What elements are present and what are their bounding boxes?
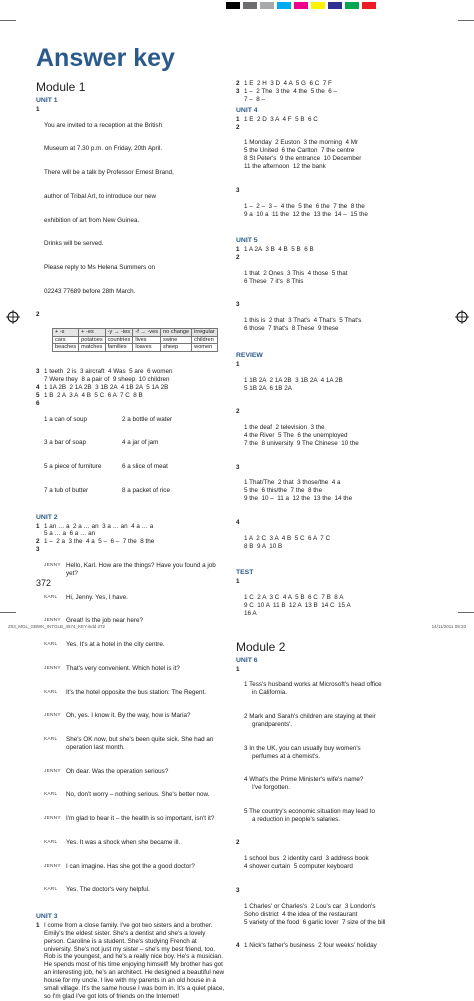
answer-line: 1 that 2 Ones 3 This 4 those 5 that <box>244 269 348 277</box>
answer-line: 5 1B 2A 6 1B 2A <box>244 384 292 392</box>
answer-item: 6 a slice of meat <box>122 463 168 471</box>
dialog-line: Oh dear. Was the operation serious? <box>66 767 169 775</box>
module-heading: Module 1 <box>36 80 86 94</box>
answer-item: 8 a packet of rice <box>122 486 170 494</box>
answer-line: 1 1B 2A 2 1A 2B 3 1B 2A 4 1A 2B <box>244 376 343 384</box>
dialog-line: Hello, Karl. How are the things? Have you found a job yet? <box>66 562 218 577</box>
unit-heading: UNIT 2 <box>36 513 58 521</box>
answer-line: 1 school bus 2 identity card 3 address book <box>244 855 369 863</box>
exercise-4: 4 1 1A 2B 2 1A 2B 3 1B 2A 4 1B 2A 5 1A 2B <box>36 384 169 392</box>
table-cell: matches <box>79 344 105 351</box>
answer-line: 6 those 7 that's 8 These 9 these <box>244 325 339 333</box>
table-header: + -es <box>79 329 105 336</box>
exercise-1: 1 1 E 2 D 3 A 4 F 5 B 6 C <box>236 115 318 123</box>
answer-line: perfumes at a chemist's. <box>252 752 321 760</box>
exercise-5: 5 1 B 2 A 3 A 4 B 5 C 6 A 7 C 8 B <box>36 392 143 400</box>
exercise-1: 1 I come from a close family. I've got two sisters and a brother. Emily's the eldest sister. She's a dentist and she's a lovely person. Caroline is a student. She's studying French at university. She's not just my sister – she's my best friend, too. Rob is the youngest, and he's a really nice boy. He's a musician. He spends most of his time enjoying himself! My brother has got an interesting job, he's an architect. He designed a beautiful new house for my uncle. I live with my parents in an old house in a small village. It's the same house I was born in. It's a quiet place, so I'm glad I've got lots of friends on the Internet! <box>36 921 226 1000</box>
exercise-3: 3 JENNY Hello, Karl. How are the things? Have you found a job yet? KARL Hi, Jenny. Yes, I have. JENNY Great! Is the job near here? KARL Yes. It's at a hotel in the city centre. JENNY That's very convenient. Which hotel is it? KARL It's the hotel opposite the bus station: The Regent. JENNY Oh, yes. I know it. By the way, how is Maria? KARL She's OK now, but she's been quite sick. She had an operation last month. JENNY Oh dear. Was the operation serious? KARL No, don't worry – nothing serious. She's better now. JENNY I'm glad to hear it – the health is so important, isn't it? KARL Yes. It was a shock when she became ill. JENNY I can imagine. Has she got the a good doctor? KARL Yes. The doctor's very helpful. <box>36 546 226 910</box>
exercise-2: 2 + -s + -es -y → -ies -f → -ves no change irregular cars potatoes countries lives swine children beaches matches families loaves sheep women <box>36 311 226 368</box>
exercise-4: 4 1 A 2 C 3 A 4 B 5 C 6 A 7 C 8 B 9 A 10 B <box>236 519 446 566</box>
exercise-4: 4 1 Nick's father's business 2 four weeks' holiday <box>236 942 377 950</box>
left-column <box>36 80 226 1001</box>
registration-mark-icon <box>455 310 469 324</box>
page-title: Answer key <box>36 44 175 72</box>
table-cell: countries <box>105 336 133 343</box>
exercise-3: 3 1 – 2 The 3 the 4 the 5 the 6 – 7 – 8 – <box>236 88 446 104</box>
speaker: KARL <box>44 887 58 893</box>
answer-line: Museum at 7.30 p.m. on Friday, 20th April. <box>44 145 163 153</box>
answer-line: 9 C 10 A 11 B 12 A 13 B 14 C 15 A <box>244 602 351 609</box>
exercise-2: 2 1 E 2 H 3 D 4 A 5 G 6 C 7 F <box>236 80 332 87</box>
speaker: KARL <box>44 839 58 845</box>
exercise-1: 1 1 an … a 2 a … an 3 a … an 4 a … a 5 a … a 6 a … an <box>36 523 226 539</box>
dialog-line: That's very convenient. Which hotel is it? <box>66 664 180 672</box>
dialog-line: Oh, yes. I know it. By the way, how is Maria? <box>66 712 191 720</box>
dialog-line: I can imagine. Has she got the a good doctor? <box>66 862 195 870</box>
dialog-line: Yes. It was a shock when she became ill. <box>66 838 181 846</box>
answer-line: 1 That/The 2 that 3 those/the 4 a <box>244 479 341 487</box>
answer-line: 1 Tess's husband works at Microsoft's head office <box>244 681 382 689</box>
exercise-3: 3 1 this is 2 that 3 That's 4 That's 5 That's 6 those 7 that's 8 These 9 these <box>236 301 446 348</box>
table-cell: beaches <box>53 344 79 351</box>
right-column <box>236 80 446 950</box>
answer-line: 11 the afternoon 12 the bank <box>244 163 326 171</box>
exercise-2: 2 1 school bus 2 identity card 3 address book 4 shower curtain 5 computer keyboard <box>236 839 446 886</box>
answer-line: 1 Charles' or Charles's 2 Lou's car 3 London's <box>244 902 376 910</box>
table-cell: sheep <box>161 344 192 351</box>
answer-line: 16 A <box>244 609 257 617</box>
dialog-line: I'm glad to hear it – the health is so important, isn't it? <box>66 815 215 823</box>
color-registration-bar <box>226 2 376 9</box>
answer-item: 7 a tub of butter <box>44 486 89 494</box>
exercise-2: 2 1 – 2 a 3 the 4 a 5 – 6 – 7 the 8 the <box>36 538 155 546</box>
answer-line: 02243 77689 before 28th March. <box>44 287 136 295</box>
unit-heading: REVIEW <box>236 351 263 359</box>
answer-line: 1 Monday 2 Euston 3 the morning 4 Mr <box>244 139 359 147</box>
exercise-1: 1 1 A 2A 3 B 4 B 5 B 6 B <box>236 246 314 254</box>
page-number: 372 <box>36 578 52 588</box>
speaker: KARL <box>44 642 58 648</box>
answer-line: 1 C 2 A 3 C 4 A 5 B 6 C 7 B 8 A <box>244 594 344 602</box>
speaker: JENNY <box>44 863 61 869</box>
exercise-1: 1 1 C 2 A 3 C 4 A 5 B 6 C 7 B 8 A 9 C 10 A 11 B 12 A 13 B 14 C 15 A 16 A <box>236 578 446 633</box>
unit-heading: UNIT 5 <box>236 237 258 245</box>
table-header: irregular <box>192 329 218 336</box>
answer-line: 4 What's the Prime Minister's wife's name? <box>244 776 364 784</box>
answer-line: 5 variety of the food 6 garlic lover 7 size of the bill <box>244 918 386 926</box>
exercise-1: 1 You are invited to a reception at the British Museum at 7.30 p.m. on Friday, 20th April. There will be a talk by Professor Ernest Brand, author of Tribal Art, to introduce our new exhibition of art from New Guinea. Drinks will be served. Please reply to Ms Helena Summers on 02243 77689 before 28th March. <box>36 106 226 312</box>
answer-line: Please reply to Ms Helena Summers on <box>44 264 155 272</box>
unit-heading: UNIT 4 <box>236 106 258 114</box>
table-cell: lives <box>133 336 161 343</box>
answer-line: 5 the United 6 the Carlton 7 the centre <box>244 147 355 155</box>
answer-line: Drinks will be served. <box>44 240 104 248</box>
dialog-line: Great! Is the job near here? <box>66 617 144 625</box>
speaker: JENNY <box>44 816 61 822</box>
answer-line: author of Tribal Art, to introduce our new <box>44 192 157 200</box>
speaker: KARL <box>44 594 58 600</box>
footer-date: 14/11/2011 09:33 <box>431 624 466 629</box>
unit-heading: UNIT 6 <box>236 656 258 664</box>
table-cell: women <box>192 344 218 351</box>
answer-line: 7 Were they 8 a pair of 9 sheep 10 children <box>44 376 170 384</box>
answer-line: 5 The country's economic situation may lead to <box>244 807 375 815</box>
table-cell: loaves <box>133 344 161 351</box>
speaker: JENNY <box>44 665 61 671</box>
table-header: + -s <box>53 329 79 336</box>
exercise-1: 1 1 Tess's husband works at Microsoft's head office in California. 2 Mark and Sarah's children are staying at their grandparents'. 3 In the UK, you can usually buy women's perfumes at a chemist's. 4 What's the Prime Minister's wife's name? I've forgotten. 5 The country's economic situation may lead to a reduction in people's salaries. <box>236 666 446 840</box>
speaker: KARL <box>44 737 58 742</box>
answer-line: grandparents'. <box>252 720 293 728</box>
exercise-3: 3 1 – 2 – 3 – 4 the 5 the 6 the 7 the 8 the 9 a 10 a 11 the 12 the 13 the 14 – 15 the <box>236 187 446 234</box>
speaker: KARL <box>44 792 58 798</box>
footer-filename: Z03_MGL_GBWK_INTGLB_4574_KEY.indd 372 <box>8 624 105 629</box>
speaker: JENNY <box>44 618 61 624</box>
answer-item: 3 a bar of soap <box>44 439 87 447</box>
dialog-line: No, don't worry – nothing serious. She's better now. <box>66 791 210 799</box>
answer-line: 4 shower curtain 5 computer keyboard <box>244 863 353 871</box>
answer-line: 6 These 7 it's 8 This <box>244 277 304 285</box>
table-cell: cars <box>53 336 79 343</box>
answer-item: 4 a jar of jam <box>122 439 159 447</box>
dialog-line: Yes. The doctor's very helpful. <box>66 886 150 894</box>
answer-line: 9 the 10 – 11 a 12 the 13 the 14 the <box>244 495 353 503</box>
exercise-2: 2 1 Monday 2 Euston 3 the morning 4 Mr 5 the United 6 the Carlton 7 the centre 8 St Peter's 9 the entrance 10 December 11 the afternoon 12 the bank <box>236 124 446 187</box>
table-header: no change <box>161 329 192 336</box>
answer-line: 1 teeth 2 is 3 aircraft 4 Was 5 are 6 women <box>44 368 173 376</box>
answer-line: 5 the 6 this/the 7 the 8 the <box>244 487 323 495</box>
exercise-3: 3 1 teeth 2 is 3 aircraft 4 Was 5 are 6 women 7 Were they 8 a pair of 9 sheep 10 children <box>36 368 226 384</box>
speaker: JENNY <box>44 713 61 719</box>
table-cell: families <box>105 344 133 351</box>
answer-line: 5 a … a 6 a … an <box>44 530 96 538</box>
table-header: -y → -ies <box>105 329 133 336</box>
dialog-line: She's OK now, but she's been quite sick. She had an operation last month. <box>66 736 216 751</box>
unit-heading: UNIT 1 <box>36 97 58 104</box>
answer-line: There will be a talk by Professor Ernest Brand, <box>44 169 174 177</box>
answer-line: 8 B 9 A 10 B <box>244 542 283 550</box>
answer-line: exhibition of art from New Guinea. <box>44 216 140 224</box>
answer-item: 5 a piece of furniture <box>44 463 102 471</box>
answer-item: 2 a bottle of water <box>122 415 173 423</box>
speaker: JENNY <box>44 563 61 569</box>
module-heading: Module 2 <box>236 639 286 654</box>
answer-line: in California. <box>252 689 287 697</box>
answer-line: I've forgotten. <box>252 784 290 792</box>
table-cell: children <box>192 336 218 343</box>
answer-line: 1 A 2 C 3 A 4 B 5 C 6 A 7 C <box>244 534 331 542</box>
speaker: KARL <box>44 689 58 695</box>
dialog-line: Hi, Jenny. Yes, I have. <box>66 593 128 601</box>
answer-line: 1 – 2 The 3 the 4 the 5 the 6 – <box>244 87 338 95</box>
answer-line: 7 – 8 – <box>244 95 266 103</box>
exercise-3: 3 1 Charles' or Charles's 2 Lou's car 3 London's Soho district 4 the idea of the restaurant 5 variety of the food 6 garlic lover 7 size of the bill <box>236 887 446 942</box>
answer-item: 1 a can of soup <box>44 415 88 423</box>
answer-line: 4 the River 5 The 6 the unemployed <box>244 431 348 439</box>
exercise-2: 2 1 the deaf 2 television 3 the 4 the River 5 The 6 the unemployed 7 the 8 university 9 The Chinese 10 the <box>236 408 446 463</box>
table-cell: potatoes <box>79 336 105 343</box>
plural-table <box>52 328 218 351</box>
answer-line: Soho district 4 the idea of the restaurant <box>244 910 358 918</box>
registration-mark-icon <box>6 310 20 324</box>
unit-heading: UNIT 3 <box>36 912 58 920</box>
answer-paragraph: I come from a close family. I've got two sisters and a brother. Emily's the eldest sister. She's a dentist and she's a lovely person. Caroline is a student. She's studying French at university. She's not just my sister – she's my best friend, too. Rob is the youngest, and he's a really nice boy. He's a musician. He spends most of his time enjoying himself! My brother has got an interesting job, he's an architect. He designed a beautiful new house for my uncle. I live with my parents in an old house in a small village. It's the same house I was born in. It's a quiet place, so I'm glad I've got lots of friends on the Internet! <box>44 921 226 1000</box>
answer-line: a reduction in people's salaries. <box>252 815 341 823</box>
answer-line: 7 the 8 university 9 The Chinese 10 the <box>244 439 359 447</box>
table-cell: swine <box>161 336 192 343</box>
speaker: JENNY <box>44 768 61 774</box>
answer-line: 2 Mark and Sarah's children are staying at their <box>244 712 376 720</box>
answer-line: 1 the deaf 2 television 3 the <box>244 424 325 432</box>
unit-heading: TEST <box>236 569 254 577</box>
answer-line: 8 St Peter's 9 the entrance 10 December <box>244 155 362 163</box>
exercise-3: 3 1 That/The 2 that 3 those/the 4 a 5 the 6 this/the 7 the 8 the 9 the 10 – 11 a 12 the 13 the 14 the <box>236 464 446 519</box>
exercise-1: 1 1 1B 2A 2 1A 2B 3 1B 2A 4 1A 2B 5 1B 2A 6 1B 2A <box>236 361 446 408</box>
answer-line: 1 – 2 – 3 – 4 the 5 the 6 the 7 the 8 the <box>244 202 365 210</box>
answer-line: 1 this is 2 that 3 That's 4 That's 5 That's <box>244 317 362 325</box>
dialog-line: It's the hotel opposite the bus station: The Regent. <box>66 688 207 696</box>
table-header: -f → -ves <box>133 329 161 336</box>
exercise-6: 6 1 a can of soup 2 a bottle of water 3 a bar of soap 4 a jar of jam 5 a piece of furniture 6 a slice of meat 7 a tub of butter 8 a packet of rice <box>36 399 173 494</box>
dialog-line: Yes. It's at a hotel in the city centre. <box>66 641 165 649</box>
exercise-2: 2 1 that 2 Ones 3 This 4 those 5 that 6 These 7 it's 8 This <box>236 254 446 301</box>
answer-line: You are invited to a reception at the British <box>44 121 163 129</box>
answer-line: 9 a 10 a 11 the 12 the 13 the 14 – 15 the <box>244 210 368 218</box>
answer-line: 3 In the UK, you can usually buy women's <box>244 744 361 752</box>
answer-line: 1 an … a 2 a … an 3 a … an 4 a … a <box>44 522 154 530</box>
